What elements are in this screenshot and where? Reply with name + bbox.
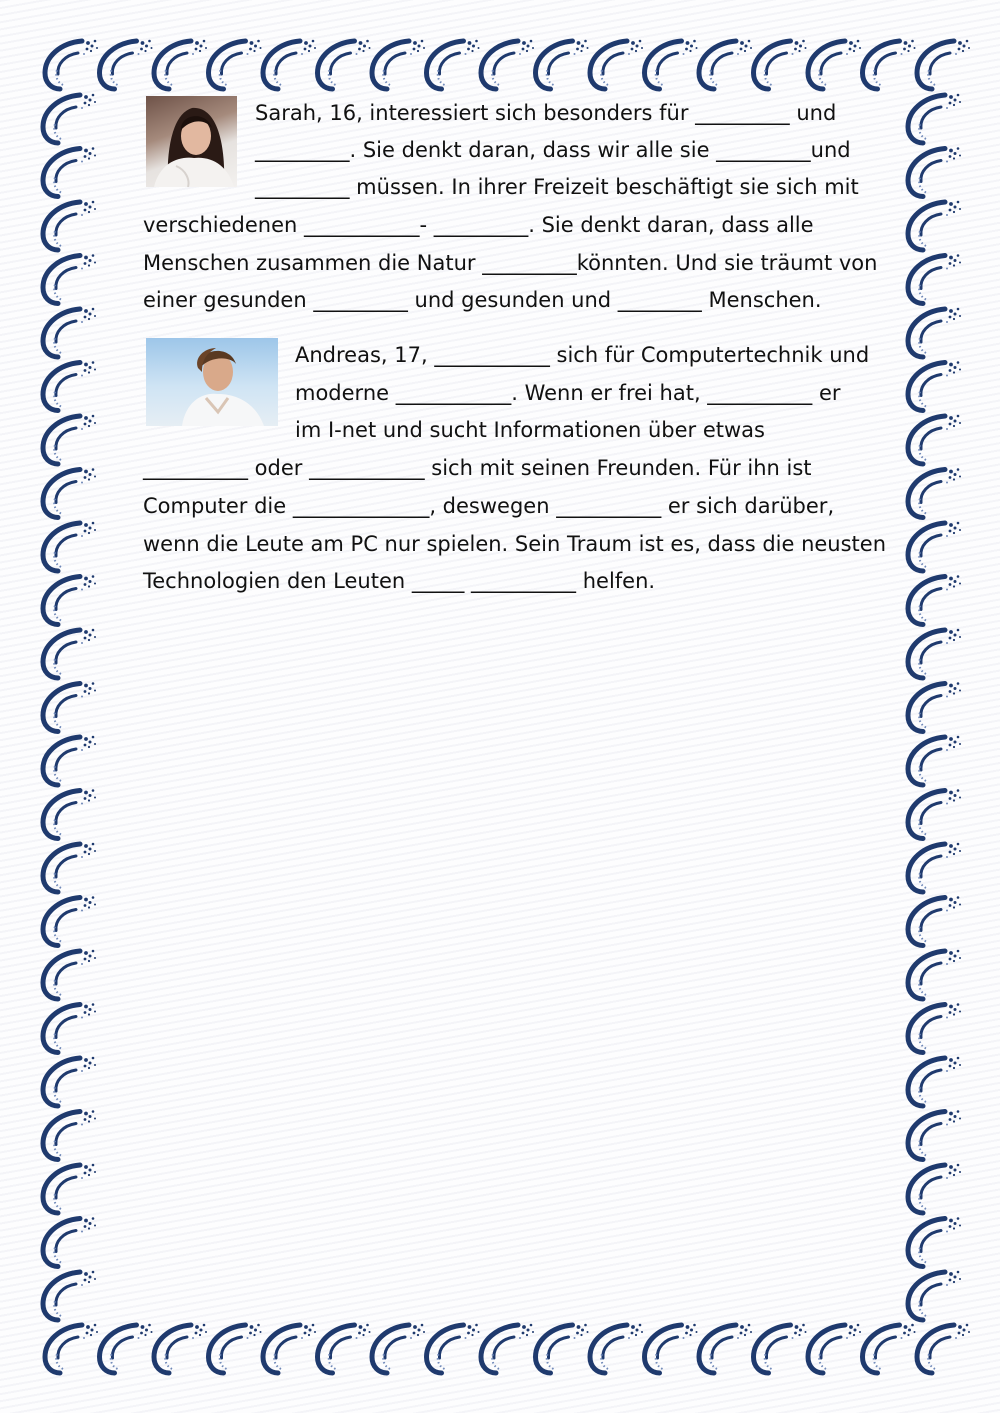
comet-swirl-icon <box>43 201 96 250</box>
sarah-text-line: Menschen zusammen die Natur _________könnten. Und sie träumt von <box>143 251 878 275</box>
comet-swirl-icon <box>43 950 96 999</box>
andreas-text-line: wenn die Leute am PC nur spielen. Sein Traum ist es, dass die neusten <box>143 532 887 556</box>
comet-swirl-icon <box>645 1324 698 1373</box>
comet-swirl-icon <box>863 40 916 89</box>
comet-swirl-icon <box>43 682 96 731</box>
comet-swirl-icon <box>908 896 961 945</box>
comet-swirl-icon <box>154 40 207 89</box>
comet-swirl-icon <box>43 575 96 624</box>
sarah-text-line: einer gesunden _________ und gesunden und ________ Menschen. <box>143 288 822 312</box>
comet-swirl-icon <box>43 522 96 571</box>
border-top <box>45 40 970 89</box>
comet-swirl-icon <box>43 1110 96 1159</box>
comet-swirl-icon <box>43 1057 96 1106</box>
comet-swirl-icon <box>43 896 96 945</box>
comet-swirl-icon <box>908 1164 961 1213</box>
comet-swirl-icon <box>43 147 96 196</box>
comet-swirl-icon <box>427 40 480 89</box>
comet-swirl-icon <box>43 736 96 785</box>
comet-swirl-icon <box>45 1324 98 1373</box>
comet-swirl-icon <box>318 1324 371 1373</box>
sarah-text-line: Sarah, 16, interessiert sich besonders für _________ und <box>255 101 837 125</box>
comet-swirl-icon <box>808 40 861 89</box>
andreas-text-line: im I-net und sucht Informationen über etwas <box>295 418 765 442</box>
comet-swirl-icon <box>908 843 961 892</box>
comet-swirl-icon <box>908 629 961 678</box>
comet-swirl-icon <box>863 1324 916 1373</box>
comet-swirl-icon <box>754 40 807 89</box>
comet-swirl-icon <box>908 736 961 785</box>
comet-swirl-icon <box>590 40 643 89</box>
comet-swirl-icon <box>908 1057 961 1106</box>
sarah-text-line: verschiedenen ___________- _________. Sie denkt daran, dass alle <box>143 213 814 237</box>
comet-swirl-icon <box>100 1324 153 1373</box>
comet-swirl-icon <box>908 1003 961 1052</box>
comet-swirl-icon <box>372 40 425 89</box>
border-bottom <box>45 1324 970 1373</box>
comet-swirl-icon <box>43 629 96 678</box>
comet-swirl-icon <box>100 40 153 89</box>
comet-swirl-icon <box>699 40 752 89</box>
sarah-photo <box>146 96 237 187</box>
comet-swirl-icon <box>908 1271 961 1320</box>
portrait-girl-icon <box>146 96 237 187</box>
comet-swirl-icon <box>43 94 96 143</box>
comet-swirl-icon <box>372 1324 425 1373</box>
comet-swirl-icon <box>536 1324 589 1373</box>
comet-swirl-icon <box>908 789 961 838</box>
andreas-photo <box>146 338 278 426</box>
comet-swirl-icon <box>43 1003 96 1052</box>
comet-swirl-icon <box>43 254 96 303</box>
portrait-boy-icon <box>146 338 278 426</box>
andreas-text-line: __________ oder ___________ sich mit seinen Freunden. Für ihn ist <box>143 456 812 480</box>
comet-swirl-icon <box>908 950 961 999</box>
sarah-text-line: _________ müssen. In ihrer Freizeit beschäftigt sie sich mit <box>255 175 859 199</box>
border-left <box>43 94 96 1320</box>
comet-swirl-icon <box>43 789 96 838</box>
comet-swirl-icon <box>917 1324 970 1373</box>
sarah-text-line: _________. Sie denkt daran, dass wir alle sie _________und <box>255 138 851 162</box>
comet-swirl-icon <box>908 1110 961 1159</box>
comet-swirl-icon <box>43 308 96 357</box>
comet-swirl-icon <box>427 1324 480 1373</box>
andreas-text-line: Andreas, 17, ___________ sich für Computertechnik und <box>295 343 870 367</box>
comet-swirl-icon <box>481 40 534 89</box>
comet-swirl-icon <box>754 1324 807 1373</box>
comet-swirl-icon <box>908 1217 961 1266</box>
comet-swirl-icon <box>590 1324 643 1373</box>
comet-swirl-icon <box>43 468 96 517</box>
comet-swirl-icon <box>209 1324 262 1373</box>
comet-swirl-icon <box>43 843 96 892</box>
comet-swirl-icon <box>154 1324 207 1373</box>
comet-swirl-icon <box>43 1217 96 1266</box>
comet-swirl-icon <box>43 1164 96 1213</box>
comet-swirl-icon <box>45 40 98 89</box>
comet-swirl-icon <box>43 1271 96 1320</box>
andreas-text-line: moderne ___________. Wenn er frei hat, __________ er <box>295 381 841 405</box>
comet-swirl-icon <box>699 1324 752 1373</box>
comet-swirl-icon <box>808 1324 861 1373</box>
comet-swirl-icon <box>209 40 262 89</box>
comet-swirl-icon <box>263 1324 316 1373</box>
comet-swirl-icon <box>917 40 970 89</box>
comet-swirl-icon <box>536 40 589 89</box>
comet-swirl-icon <box>43 361 96 410</box>
andreas-text-line: Computer die _____________, deswegen __________ er sich darüber, <box>143 494 835 518</box>
andreas-text-line: Technologien den Leuten _____ __________ helfen. <box>143 569 656 593</box>
comet-swirl-icon <box>908 682 961 731</box>
comet-swirl-icon <box>645 40 698 89</box>
comet-swirl-icon <box>263 40 316 89</box>
comet-swirl-icon <box>481 1324 534 1373</box>
comet-swirl-icon <box>318 40 371 89</box>
comet-swirl-icon <box>43 415 96 464</box>
